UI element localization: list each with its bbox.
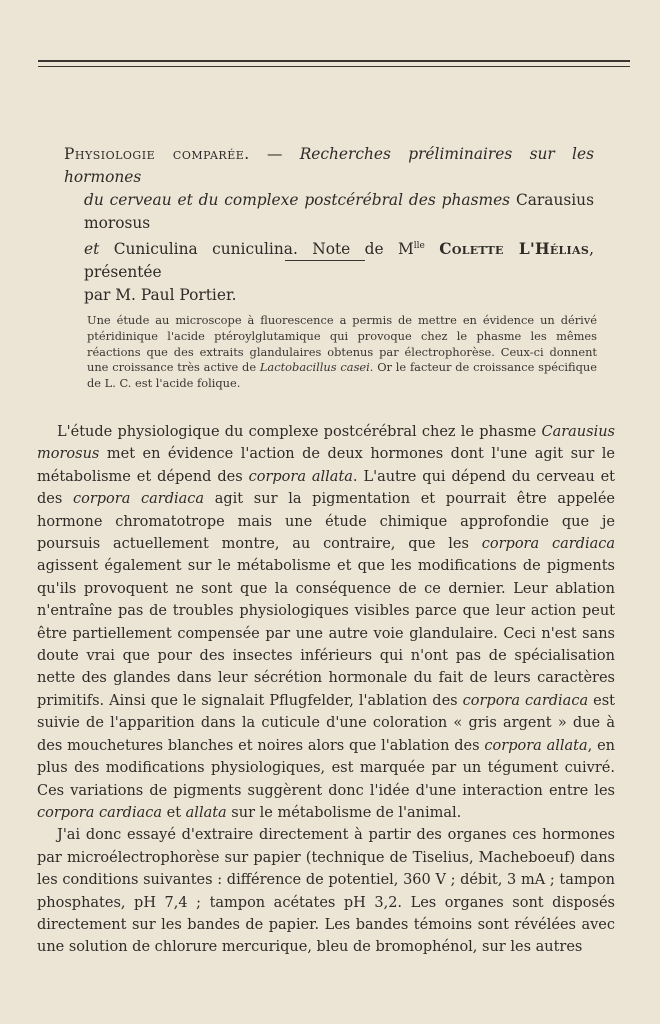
- species-2: Cuniculina cuniculina: [113, 240, 293, 259]
- paragraph-1: [37, 421, 615, 824]
- separator-rule: [285, 260, 365, 261]
- italic-term: corpora allata: [484, 737, 588, 754]
- italic-term: Carausius morosus: [37, 424, 615, 463]
- title-line-3: et: [84, 240, 114, 259]
- body-text: L'étude physiologique du complexe postcérébral chez le phasme: [57, 424, 542, 440]
- italic-term: corpora allata: [248, 468, 353, 485]
- body-text: J'ai donc essayé d'extraire directement à partir des organes ces hormones par microélectrophorèse sur papier (technique de Tiselius, Macheboeuf) dans les conditions suivantes : différence de potentiel, 360 V ; débit, 3 mA ; tampon phosphates, pH 7,4 ; tampon acétates pH 3,2. Les organes sont disposés directement sur les bandes de papier. Les bandes témoins sont révélées avec une solution de chlorure mercurique, bleu de bromophénol, sur les autres: [37, 827, 615, 956]
- abstract-text-1: Une étude au microscope à fluorescence a permis de mettre en évidence un dérivé ptéridinique l'acide ptéroylglutamique qui provoque chez le phasme les mêmes réactions que des extraits glandulaires obtenus par électrophorèse. Ceux-ci donnent une croissance très active de: [87, 313, 597, 375]
- section-heading: Physiologie comparée.: [64, 145, 250, 163]
- body-text: sur le métabolisme de l'animal.: [226, 804, 462, 821]
- mlle-superscript: lle: [413, 241, 425, 251]
- top-double-rule-thin: [38, 66, 630, 67]
- italic-term: corpora cardiaca: [37, 804, 163, 821]
- italic-term: corpora cardiaca: [72, 491, 205, 508]
- abstract-organism: Lactobacillus casei: [259, 360, 370, 375]
- body-text: et: [162, 804, 186, 821]
- body-text: est suivie de l'apparition dans la cuticule d'une coloration « gris argent » due à des mouchetures blanches et noires alors que l'ablation des: [37, 692, 615, 754]
- italic-term: corpora cardiaca: [462, 692, 589, 709]
- body-text: met en évidence l'action de deux hormones dont l'une agit sur le métabolisme et dépend des: [37, 446, 615, 485]
- italic-term: allata: [185, 804, 227, 821]
- abstract: [87, 313, 597, 392]
- paragraph-2: [37, 824, 615, 958]
- body-text: agissent également sur le métabolisme et que les modifications de pigments qu'ils provoquent ne sont que la conséquence de ce dernier. Leur ablation n'entraîne pas de troubles physiologiques visibles parce que leur action peut être partiellement compensée par une autre voie glandulaire. Ceci n'est sans doute vrai que pour des insectes inférieurs qui n'ont pas de spécialisation nette des glandes dans leur sécrétion hormonale du fait de leurs caractères primitifs. Ainsi que le signalait Pflugfelder, l'ablation des: [37, 558, 615, 709]
- title-line-2: du cerveau et du complexe postcérébral des phasmes: [84, 191, 516, 209]
- article-header: [64, 143, 594, 307]
- top-double-rule: [38, 60, 630, 62]
- body-text: agit sur la pigmentation et pourrait être appelée hormone chromatotrope mais une étude chimique approfondie que je poursuis actuellement montre, au contraire, que les: [37, 491, 615, 553]
- article-body: [37, 421, 615, 959]
- abstract-text-2: . Or le facteur de croissance spécifique de L. C. est l'acide folique.: [87, 360, 597, 391]
- body-text: . L'autre qui dépend du cerveau et des: [37, 468, 615, 508]
- italic-term: corpora cardiaca: [481, 536, 615, 553]
- author-name: Colette L'Hélias: [439, 240, 590, 259]
- body-text: , en plus des modifications physiologiques, est marquée par un tégument cuivré. Ces variations de pigments suggèrent donc l'idée d'une interaction entre les: [37, 737, 615, 799]
- header-dash: —: [249, 145, 300, 163]
- presented: , présentée: [84, 240, 594, 282]
- note-de: . Note de M: [292, 240, 414, 259]
- title-line-1: Recherches préliminaires sur les hormones: [64, 145, 594, 186]
- presented-by: par M. Paul Portier.: [84, 286, 237, 305]
- species-1: Carausius morosus: [84, 191, 594, 232]
